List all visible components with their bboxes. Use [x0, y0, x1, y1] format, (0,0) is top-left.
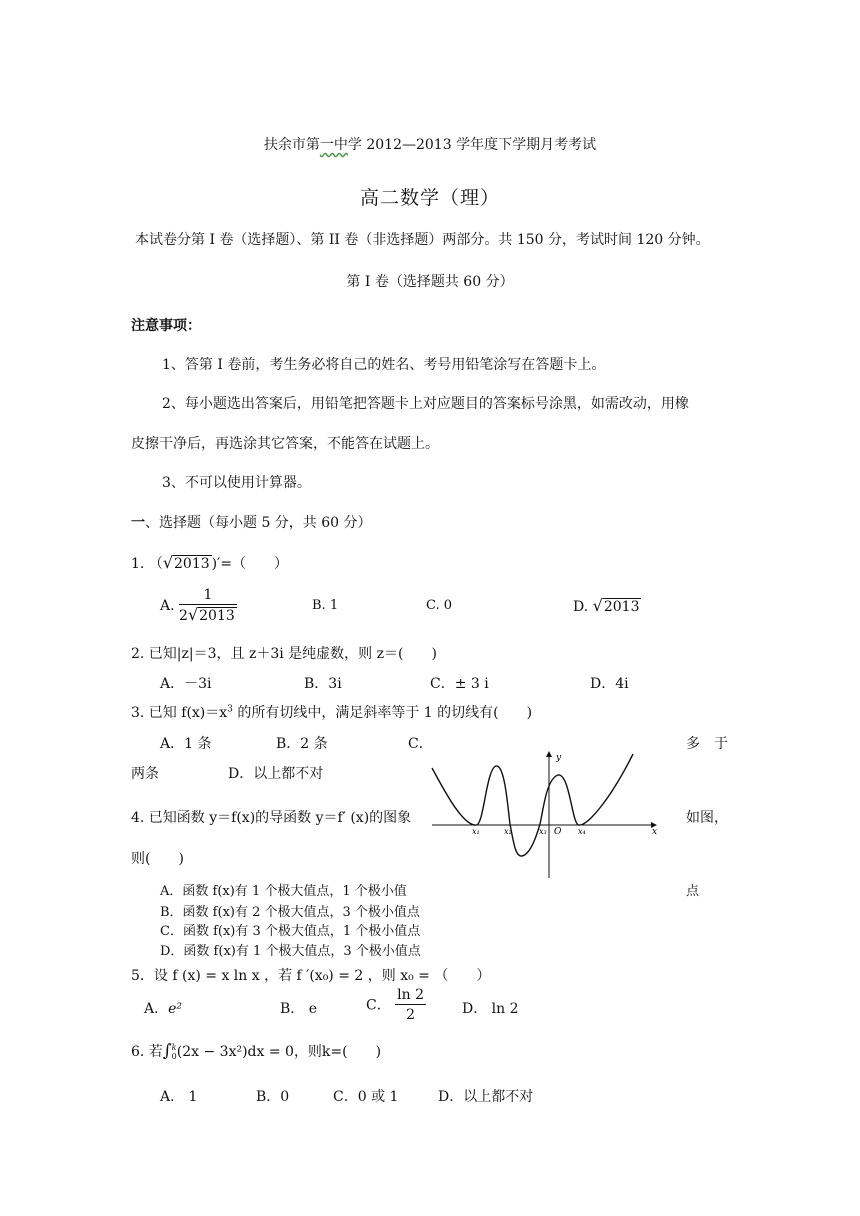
q1-option-a-label: A.: [160, 598, 175, 614]
q6-expression: (2x − 3x²)dx = 0: [176, 1044, 294, 1060]
q1-stem: [131, 553, 288, 573]
q3-stem-a: 3. 已知 f(x)＝x: [131, 705, 228, 721]
q5-option-c-fraction: [395, 986, 426, 1025]
q6-lower-limit: 0: [171, 1052, 177, 1061]
q5-option-c-label: C．: [366, 997, 391, 1014]
q6-option-d: D．以上都不对: [438, 1089, 534, 1105]
q5-option-a-value: e²: [168, 1001, 183, 1017]
q6-option-a: A． 1: [160, 1089, 198, 1105]
q5-option-c: [366, 986, 426, 1025]
q4-stem-c: 则( ): [131, 851, 184, 867]
q1-den-radicand: 2013: [199, 608, 235, 624]
sqrt-icon: √: [187, 605, 199, 624]
graph-y-label: y: [556, 753, 562, 763]
q4-option-d: D．函数 f(x)有 1 个极大值点，3 个极小值点: [160, 944, 421, 959]
q3-option-a: A．1 条: [160, 736, 212, 752]
school-title-c: 学 2012—2013 学年度下学期月考考试: [347, 137, 597, 153]
q2-option-c: C．± 3 i: [430, 676, 489, 692]
graph-x3-label: x₃: [539, 827, 547, 836]
q4-stem-a: 4. 已知函数 y＝f(x)的导函数 y＝f′ (x)的图象: [131, 810, 412, 826]
note-2b: 皮擦干净后，再选涂其它答案，不能答在试题上。: [131, 436, 439, 452]
q1-option-a: [160, 586, 237, 626]
graph-x4-label: x₄: [578, 827, 586, 836]
q4-option-c: C．函数 f(x)有 3 个极大值点，1 个极小值点: [160, 924, 421, 939]
graph-origin-label: O: [554, 827, 562, 837]
q5-option-a-label: A．: [144, 1001, 169, 1017]
q5-option-b: B． e: [280, 1001, 318, 1017]
q2-option-a: A．－3i: [160, 676, 212, 692]
note-3: 3、不可以使用计算器。: [162, 475, 311, 491]
derivative-curve: [432, 754, 633, 856]
q2-stem: 2. 已知|z|＝3，且 z＋3i 是纯虚数，则 z＝( ): [131, 646, 437, 662]
q1-option-c: C. 0: [426, 598, 453, 613]
subject-title: 高二数学（理）: [359, 187, 500, 209]
q3-option-c-tail: 多 于: [686, 736, 728, 752]
q3-option-c-cont: 两条: [131, 766, 159, 782]
q6-stem-a: 6. 若: [131, 1044, 163, 1060]
q1-option-d: [573, 596, 641, 615]
q6-option-c: C．0 或 1: [333, 1089, 399, 1105]
sqrt-icon: √: [162, 553, 174, 572]
q4-stem-b: 如图，: [686, 810, 728, 826]
q1-option-a-fraction: [179, 586, 237, 626]
note-2a: 2、每小题选出答案后，用铅笔把答题卡上对应题目的答案标号涂黑，如需改动，用橡: [162, 396, 689, 412]
q1-stem-b: )′=（ ）: [211, 556, 289, 572]
school-title: [0, 134, 860, 154]
sqrt-icon: √: [592, 596, 603, 615]
q1-option-b: B. 1: [312, 598, 339, 613]
q1-option-d-label: D.: [573, 599, 589, 615]
q2-option-d: D．4i: [590, 676, 629, 692]
q5-option-c-numerator: ln 2: [397, 987, 425, 1003]
exam-intro: 本试卷分第 I 卷（选择题）、第 II 卷（非选择题）两部分。共 150 分，考试时间 120 分钟。: [135, 232, 710, 248]
q6-upper-limit: k: [171, 1043, 177, 1052]
q1-stem-a: （: [148, 556, 163, 572]
q3-stem-sup: 3: [227, 704, 233, 715]
q3-option-c: C．: [408, 736, 433, 752]
q2-option-b: B．3i: [304, 676, 342, 692]
q1-den-coef: 2: [179, 608, 188, 624]
q1-option-d-radicand: 2013: [603, 599, 640, 615]
section-title-a: 一: [131, 515, 145, 531]
notes-title: 注意事项：: [131, 318, 201, 334]
q3-option-b: B．2 条: [276, 736, 328, 752]
note-1: 1、答第 I 卷前，考生务必将自己的姓名、考号用铅笔涂写在答题卡上。: [162, 357, 606, 373]
q3-option-d: D．以上都不对: [228, 766, 324, 782]
section-title-b: 、选择题（每小题 5 分，共 60 分）: [145, 515, 372, 531]
q6-option-b: B．0: [256, 1089, 290, 1105]
q4-option-a-tail: 点: [686, 884, 700, 899]
section-title: [131, 512, 372, 532]
volume-title: 第 I 卷（选择题共 60 分）: [346, 274, 514, 290]
derivative-graph: [428, 746, 664, 880]
q4-option-b: B．函数 f(x)有 2 个极大值点，3 个极小值点: [160, 905, 420, 920]
q4-option-a: A．函数 f(x)有 1 个极大值点，1 个极小值: [160, 884, 407, 899]
q1-option-a-numerator: 1: [179, 586, 237, 605]
q6-stem-b: ，则k=( ): [293, 1044, 382, 1060]
q3-stem-b: 的所有切线中，满足斜率等于 1 的切线有( ): [232, 705, 533, 721]
q5-stem: 5．设 f (x) = x ln x ，若 f ′(x₀) = 2 ，则 x₀ = （ ）: [131, 968, 491, 984]
integral-icon: ∫: [162, 1041, 172, 1061]
q1-num: 1.: [131, 556, 145, 572]
school-title-a: 扶余市第: [263, 137, 320, 153]
q1-option-a-denominator: [179, 605, 237, 626]
q6-stem: [131, 1041, 381, 1061]
q5-option-d: D． ln 2: [462, 1001, 519, 1017]
graph-x1-label: x₁: [472, 827, 480, 836]
q5-option-a: [144, 998, 182, 1018]
q1-radicand: 2013: [174, 556, 210, 572]
school-title-b: 一中: [319, 137, 348, 153]
q3-stem: [131, 702, 532, 722]
q5-option-c-denominator: 2: [406, 1007, 416, 1023]
graph-x2-label: x₂: [504, 827, 512, 836]
graph-x-label: x: [652, 827, 658, 837]
